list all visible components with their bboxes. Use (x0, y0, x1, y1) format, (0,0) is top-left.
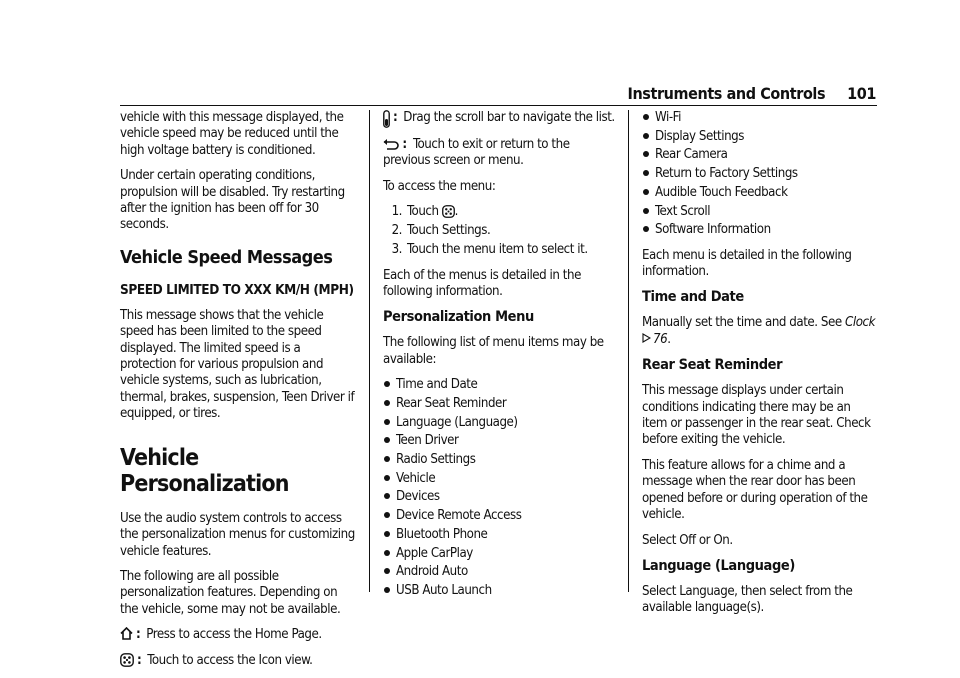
list-item-label: Apple CarPlay (396, 545, 473, 561)
bullet-icon (384, 400, 390, 406)
heading-vehicle-personalization: Vehicle Personalization (120, 444, 289, 497)
scroll-icon-description (383, 110, 615, 128)
step-text: Touch Settings. (407, 223, 491, 239)
step-tail: . (454, 204, 458, 220)
list-item (383, 527, 615, 543)
bullet-icon (384, 493, 390, 499)
bullet-icon (384, 381, 390, 387)
home-icon-description (120, 627, 356, 643)
back-text: Touch to exit or return to the previous screen or menu. (383, 137, 570, 169)
icon-view-icon (120, 653, 134, 667)
list-item-label: Audible Touch Feedback (655, 184, 788, 200)
paragraph: Use the audio system controls to access the personalization menus for customizing vehicle features. (120, 510, 355, 559)
heading-rear-seat-reminder: Rear Seat Reminder (642, 357, 783, 374)
column-1 (120, 110, 356, 678)
home-icon (120, 627, 133, 640)
list-item (383, 489, 615, 505)
list-item (383, 564, 615, 580)
bullet-icon (384, 568, 390, 574)
step-item (383, 204, 615, 220)
menu-items-list (383, 377, 615, 599)
icon-view-text: Touch to access the Icon view. (147, 652, 313, 668)
paragraph: vehicle with this message displayed, the vehicle speed may be reduced until the high voltage battery is conditioned. (120, 110, 344, 158)
section-title: Instruments and Controls (627, 84, 826, 103)
list-item (642, 166, 878, 182)
list-item-label: Time and Date (396, 377, 478, 393)
colon: : (136, 627, 141, 643)
list-item-label: Radio Settings (396, 452, 476, 468)
step-number: 1. (391, 204, 402, 220)
cross-reference-title[interactable]: Clock (845, 315, 876, 331)
time-date-paragraph (642, 315, 878, 348)
list-item (383, 508, 615, 524)
scroll-bar-icon (383, 110, 390, 128)
bullet-icon (384, 550, 390, 556)
colon: : (402, 137, 407, 152)
list-item-label: Android Auto (396, 564, 468, 580)
list-item-label: Bluetooth Phone (396, 526, 488, 542)
bullet-icon (643, 170, 649, 176)
step-text: Touch the menu item to select it. (407, 242, 588, 258)
page-header (628, 84, 877, 103)
bullet-icon (384, 475, 390, 481)
list-item (383, 583, 615, 599)
paragraph: Each of the menus is detailed in the following information. (383, 267, 581, 300)
paragraph: The following are all possible personalization features. Depending on the vehicle, some may not be available. (120, 568, 341, 617)
paragraph: Select Language, then select from the available language(s). (642, 583, 853, 616)
bullet-icon (384, 587, 390, 593)
heading-personalization-menu: Personalization Menu (383, 309, 534, 326)
list-item-label: Vehicle (396, 470, 436, 486)
list-item (642, 204, 878, 220)
colon: : (393, 110, 398, 125)
list-item-label: Rear Camera (655, 147, 728, 163)
list-item-label: Software Information (655, 222, 771, 238)
heading-vehicle-speed-messages: Vehicle Speed Messages (120, 246, 333, 268)
list-item-label: Text Scroll (655, 203, 711, 219)
list-item-label: Rear Seat Reminder (396, 395, 507, 411)
list-item (383, 546, 615, 562)
bullet-icon (643, 189, 649, 195)
bullet-icon (643, 114, 649, 120)
bullet-icon (384, 419, 390, 425)
heading-time-and-date: Time and Date (642, 289, 744, 306)
paragraph: To access the menu: (383, 178, 496, 194)
list-item-label: Devices (396, 489, 440, 505)
heading-speed-limited: SPEED LIMITED TO XXX KM/H (MPH) (120, 281, 354, 298)
heading-language: Language (Language) (642, 557, 795, 574)
list-item (642, 147, 878, 163)
step-item (383, 242, 615, 258)
paragraph: This message shows that the vehicle speed has been limited to the speed displayed. The limited speed is a protection for various propulsion and vehicle systems, such as lubrication, thermal, brakes, suspension, Teen Driver if equipped, or tires. (120, 307, 355, 422)
bullet-icon (384, 437, 390, 443)
paragraph: Each menu is detailed in the following information. (642, 247, 852, 280)
bullet-icon (643, 133, 649, 139)
colon: : (137, 652, 142, 668)
paragraph: This message displays under certain conditions indicating there may be an item or passenger in the rear seat. Check before exiting the vehicle. (642, 383, 871, 448)
list-item (383, 433, 615, 449)
back-arrow-icon (383, 138, 399, 150)
list-item-label: USB Auto Launch (396, 582, 492, 598)
page-number: 101 (847, 84, 876, 103)
column-2 (383, 110, 615, 608)
paragraph: This feature allows for a chime and a message when the rear door has been opened before or during operation of the vehicle. (642, 457, 868, 523)
step-number: 3. (391, 242, 402, 258)
step-text: Touch (407, 204, 439, 220)
list-item (642, 222, 878, 238)
menu-items-list-continued (642, 110, 878, 239)
time-date-text: Manually set the time and date. See (642, 315, 842, 331)
list-item (383, 452, 615, 468)
scroll-text: Drag the scroll bar to navigate the list. (403, 110, 615, 125)
list-item (642, 129, 878, 145)
steps-list (383, 204, 615, 258)
back-icon-description (383, 137, 615, 170)
list-item (383, 377, 615, 393)
list-item (642, 110, 878, 126)
list-item-label: Wi-Fi (655, 110, 681, 125)
column-3 (642, 110, 878, 626)
paragraph: The following list of menu items may be available: (383, 335, 604, 367)
bullet-icon (384, 456, 390, 462)
bullet-icon (384, 531, 390, 537)
cross-reference-page: 76 (653, 331, 668, 347)
column-divider-2 (628, 110, 629, 592)
column-divider-1 (369, 110, 370, 592)
bullet-icon (643, 226, 649, 232)
list-item-label: Device Remote Access (396, 508, 522, 524)
header-rule (120, 105, 877, 106)
step-item (383, 223, 615, 239)
paragraph: Under certain operating conditions, propulsion will be disabled. Try restarting after the ignition has been off for 30 seconds. (120, 168, 345, 233)
list-item (383, 471, 615, 487)
cross-reference[interactable]: 76 . (642, 332, 671, 348)
icon-view-icon (442, 205, 455, 220)
list-item (642, 185, 878, 201)
list-item (383, 415, 615, 431)
list-item-label: Teen Driver (396, 433, 459, 449)
list-item-label: Display Settings (655, 128, 744, 144)
bullet-icon (643, 208, 649, 214)
list-item-label: Language (Language) (396, 414, 518, 430)
list-item (383, 396, 615, 412)
page-reference-icon (642, 332, 651, 348)
paragraph: Select Off or On. (642, 532, 733, 548)
step-number: 2. (391, 223, 402, 239)
home-text: Press to access the Home Page. (146, 627, 322, 643)
bullet-icon (384, 512, 390, 518)
icon-view-description (120, 653, 356, 669)
list-item-label: Return to Factory Settings (655, 166, 798, 182)
bullet-icon (643, 151, 649, 157)
